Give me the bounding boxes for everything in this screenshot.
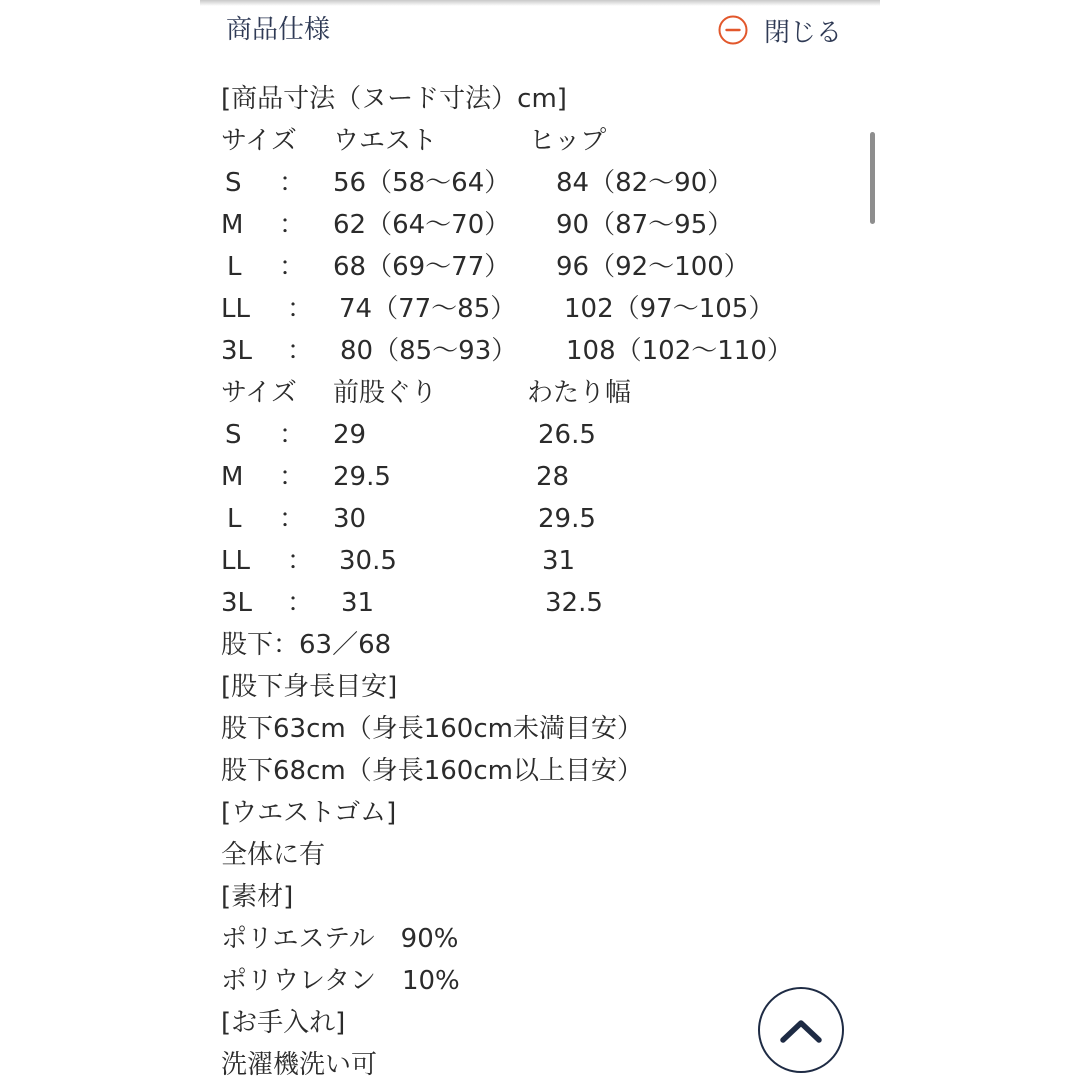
front-rise-value: 30.5 [339,546,397,576]
table2-header [221,372,643,414]
separator: ： [287,294,314,324]
waist-value: 62（64〜70） [333,210,511,240]
thigh-width-value: 32.5 [545,588,603,618]
size-label: 3L [221,588,253,618]
care-heading: [お手入れ] [221,1008,346,1038]
inseam-guide-line: 股下63cm（身長160cm未満目安） [221,714,643,744]
close-label: 閉じる [764,17,843,48]
thigh-width-value: 26.5 [538,420,596,450]
hip-value: 108（102〜110） [566,336,793,366]
front-rise-value: 29.5 [333,462,391,492]
waist-rubber-text: 全体に有 [221,840,326,870]
header-shadow [200,0,880,6]
front-rise-value: 31 [341,588,375,618]
separator: ： [287,588,314,618]
material-heading: [素材] [221,882,294,912]
size-label: LL [221,546,250,576]
size-label: LL [221,294,250,324]
separator: ： [279,252,306,282]
waist-value: 56（58〜64） [333,168,511,198]
waist-value: 68（69〜77） [333,252,511,282]
size-label: L [227,252,242,282]
table-row [221,582,643,624]
separator: ： [279,420,306,450]
separator: ： [287,336,314,366]
header-size: サイズ [221,378,297,408]
size-label: M [221,462,244,492]
table-row [221,204,734,246]
size-label: 3L [221,336,253,366]
separator: ： [287,546,314,576]
material-line: ポリウレタン 10% [221,966,460,996]
table-row [221,456,643,498]
front-rise-value: 29 [333,420,367,450]
size-label: S [225,420,242,450]
thigh-width-value: 29.5 [538,504,596,534]
header-size: サイズ [221,126,297,156]
waist-value: 74（77〜85） [339,294,517,324]
size-label: S [225,168,242,198]
page-title: 商品仕様 [226,15,331,45]
thigh-width-value: 31 [542,546,576,576]
chevron-up-icon [779,1016,823,1044]
scroll-to-top-button[interactable] [758,987,844,1073]
waist-rubber-heading: [ウエストゴム] [221,798,397,828]
hip-value: 90（87〜95） [556,210,734,240]
thigh-width-value: 28 [536,462,570,492]
inseam-guide-line: 股下68cm（身長160cm以上目安） [221,756,643,786]
table-row [221,246,750,288]
header-waist: ウエスト [333,126,438,156]
header-hip: ヒップ [529,126,607,156]
table1-header [221,120,643,162]
hip-value: 96（92〜100） [556,252,750,282]
dimensions-heading: [商品寸法（ヌード寸法）cm] [221,84,567,114]
table-row [221,330,793,372]
size-label: L [227,504,242,534]
scrollbar[interactable] [870,132,875,224]
table-row [221,498,643,540]
material-line: ポリエステル 90% [221,924,459,954]
separator: ： [279,462,306,492]
separator: ： [279,168,306,198]
care-text: 洗濯機洗い可 [221,1050,378,1080]
separator: ： [279,504,306,534]
separator: ： [279,210,306,240]
hip-value: 102（97〜105） [564,294,775,324]
header-thigh-width: わたり幅 [527,378,632,408]
header-front-rise: 前股ぐり [333,378,438,408]
close-button[interactable] [718,10,842,50]
table-row [221,540,643,582]
front-rise-value: 30 [333,504,367,534]
size-label: M [221,210,244,240]
spec-content [221,78,793,1086]
table-row [221,414,643,456]
minus-circle-icon [718,15,748,45]
hip-value: 84（82〜90） [556,168,734,198]
inseam-text: 股下：63／68 [221,630,392,660]
table-row [221,162,734,204]
table-row [221,288,775,330]
inseam-guide-heading: [股下身長目安] [221,672,398,702]
waist-value: 80（85〜93） [340,336,518,366]
